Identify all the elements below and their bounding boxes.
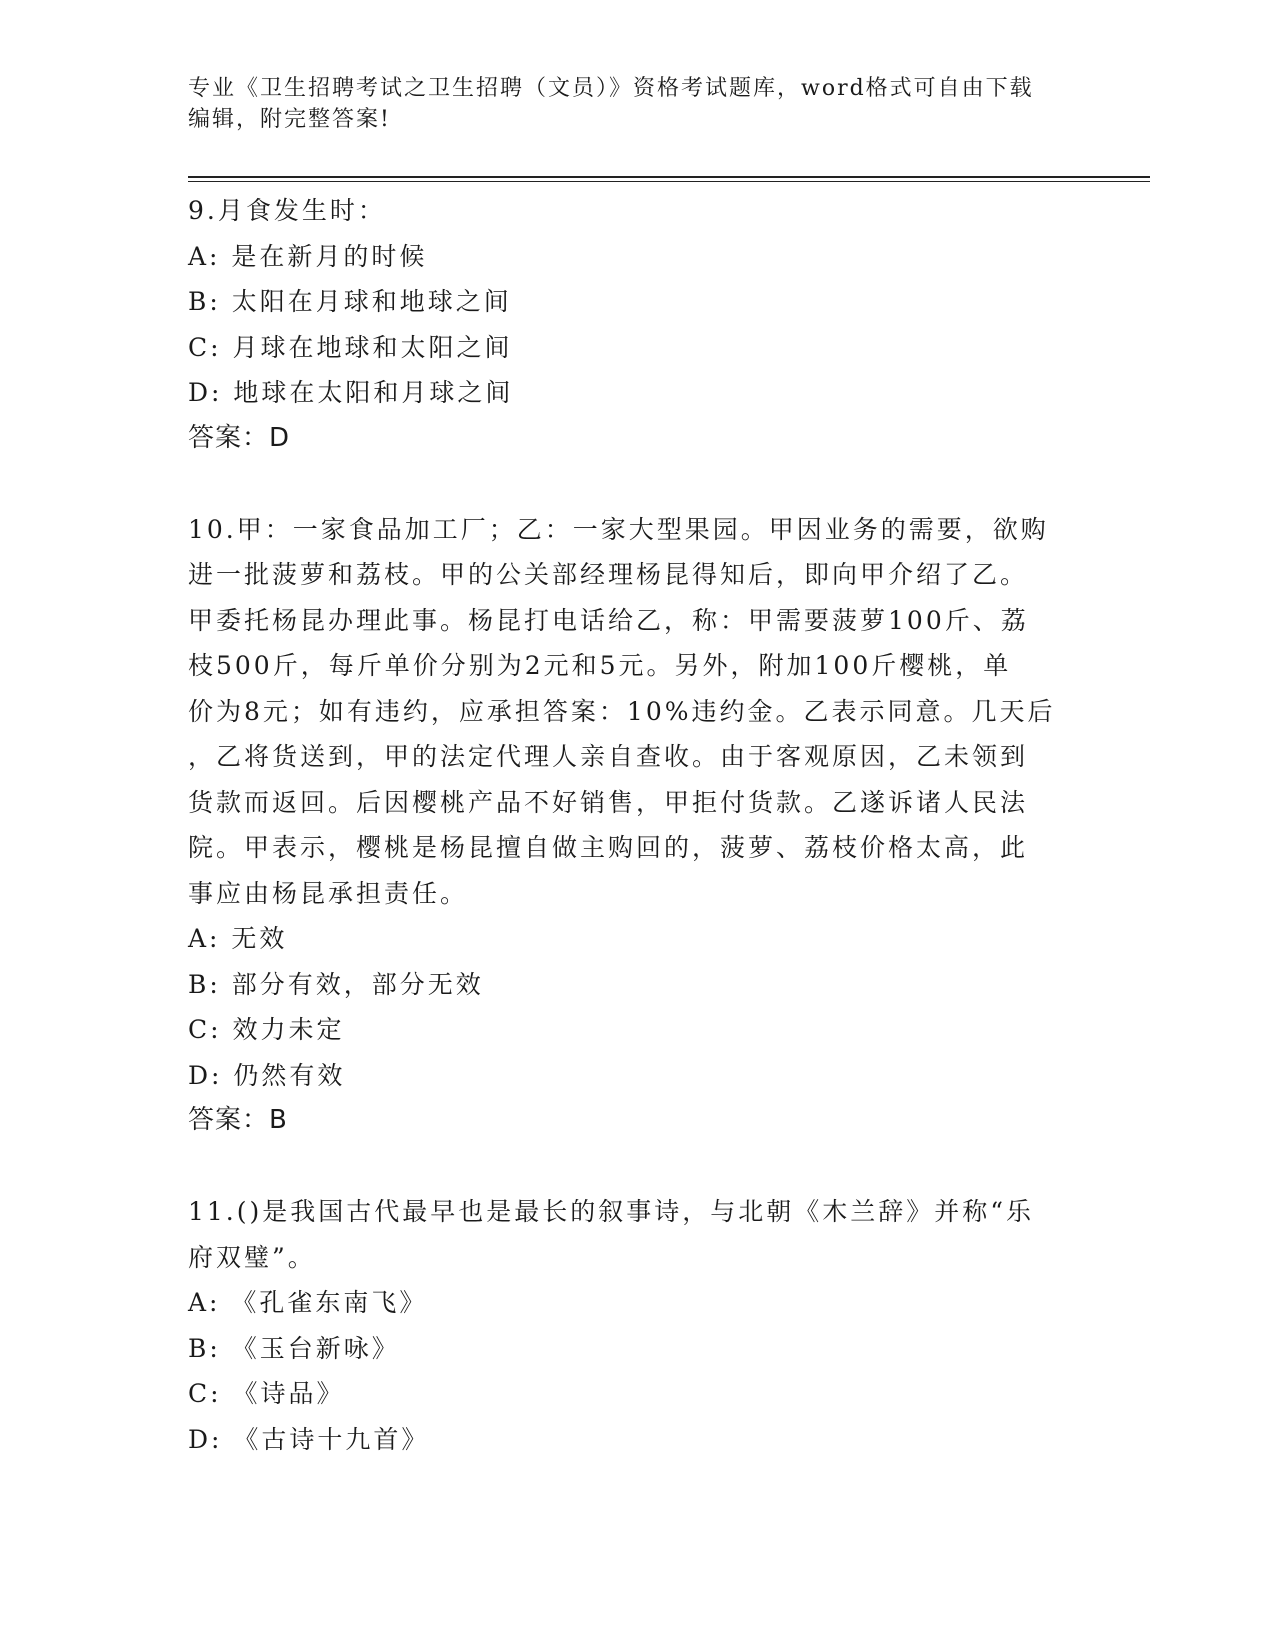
header-line-2: 编辑，附完整答案! bbox=[188, 107, 391, 132]
answer-option: B: 《玉台新咏》 bbox=[188, 1333, 400, 1363]
header-divider-thin bbox=[188, 181, 1150, 182]
answer-option: D: 《古诗十九首》 bbox=[188, 1424, 430, 1454]
page-header bbox=[188, 73, 1088, 135]
question-spacer bbox=[188, 461, 1088, 507]
question-stem-line: 货款而返回。后因樱桃产品不好销售，甲拒付货款。乙遂诉诸人民法 bbox=[188, 787, 1029, 817]
answer-option: D: 地球在太阳和月球之间 bbox=[188, 378, 514, 407]
question-block bbox=[188, 1189, 1088, 1462]
question-stem-line: 府双璧”。 bbox=[188, 1242, 316, 1272]
answer-key: 答案：D bbox=[188, 422, 291, 453]
answer-option: A: 无效 bbox=[188, 924, 288, 953]
answer-option: B: 部分有效，部分无效 bbox=[188, 969, 484, 999]
question-stem-line: 11.()是我国古代最早也是最长的叙事诗，与北朝《木兰辞》并称“乐 bbox=[188, 1197, 1035, 1226]
question-block bbox=[188, 188, 1088, 461]
answer-key: 答案：B bbox=[188, 1105, 288, 1135]
question-stem-line: 院。甲表示，樱桃是杨昆擅自做主购回的，菠萝、荔枝价格太高，此 bbox=[188, 833, 1029, 862]
question-stem-line: 枝500斤，每斤单价分别为2元和5元。另外，附加100斤樱桃，单 bbox=[188, 651, 1012, 680]
question-stem-line: 甲委托杨昆办理此事。杨昆打电话给乙，称：甲需要菠萝100斤、荔 bbox=[188, 605, 1029, 635]
header-divider-thick bbox=[188, 176, 1150, 178]
question-stem-line: 10.甲：一家食品加工厂；乙：一家大型果园。甲因业务的需要，欲购 bbox=[188, 514, 1049, 544]
answer-option: B: 太阳在月球和地球之间 bbox=[188, 287, 512, 316]
question-stem-line: 事应由杨昆承担责任。 bbox=[188, 878, 469, 908]
question-stem-line: 进一批菠萝和荔枝。甲的公关部经理杨昆得知后，即向甲介绍了乙。 bbox=[188, 560, 1029, 589]
question-stem-line: ，乙将货送到，甲的法定代理人亲自查收。由于客观原因，乙未领到 bbox=[188, 742, 1029, 771]
answer-option: A: 是在新月的时候 bbox=[188, 241, 428, 271]
question-stem-line: 价为8元；如有违约，应承担答案：10%违约金。乙表示同意。几天后 bbox=[188, 696, 1056, 726]
answer-option: A: 《孔雀东南飞》 bbox=[188, 1288, 428, 1317]
answer-option: C: 效力未定 bbox=[188, 1015, 345, 1044]
answer-option: D: 仍然有效 bbox=[188, 1060, 346, 1090]
answer-option: C: 月球在地球和太阳之间 bbox=[188, 332, 513, 362]
answer-option: C: 《诗品》 bbox=[188, 1379, 345, 1408]
question-stem-line: 9.月食发生时： bbox=[188, 196, 386, 225]
header-line-1: 专业《卫生招聘考试之卫生招聘（文员）》资格考试题库，word格式可自由下载 bbox=[188, 76, 1034, 101]
question-block bbox=[188, 507, 1088, 1144]
question-spacer bbox=[188, 1144, 1088, 1190]
question-list bbox=[188, 188, 1088, 1462]
